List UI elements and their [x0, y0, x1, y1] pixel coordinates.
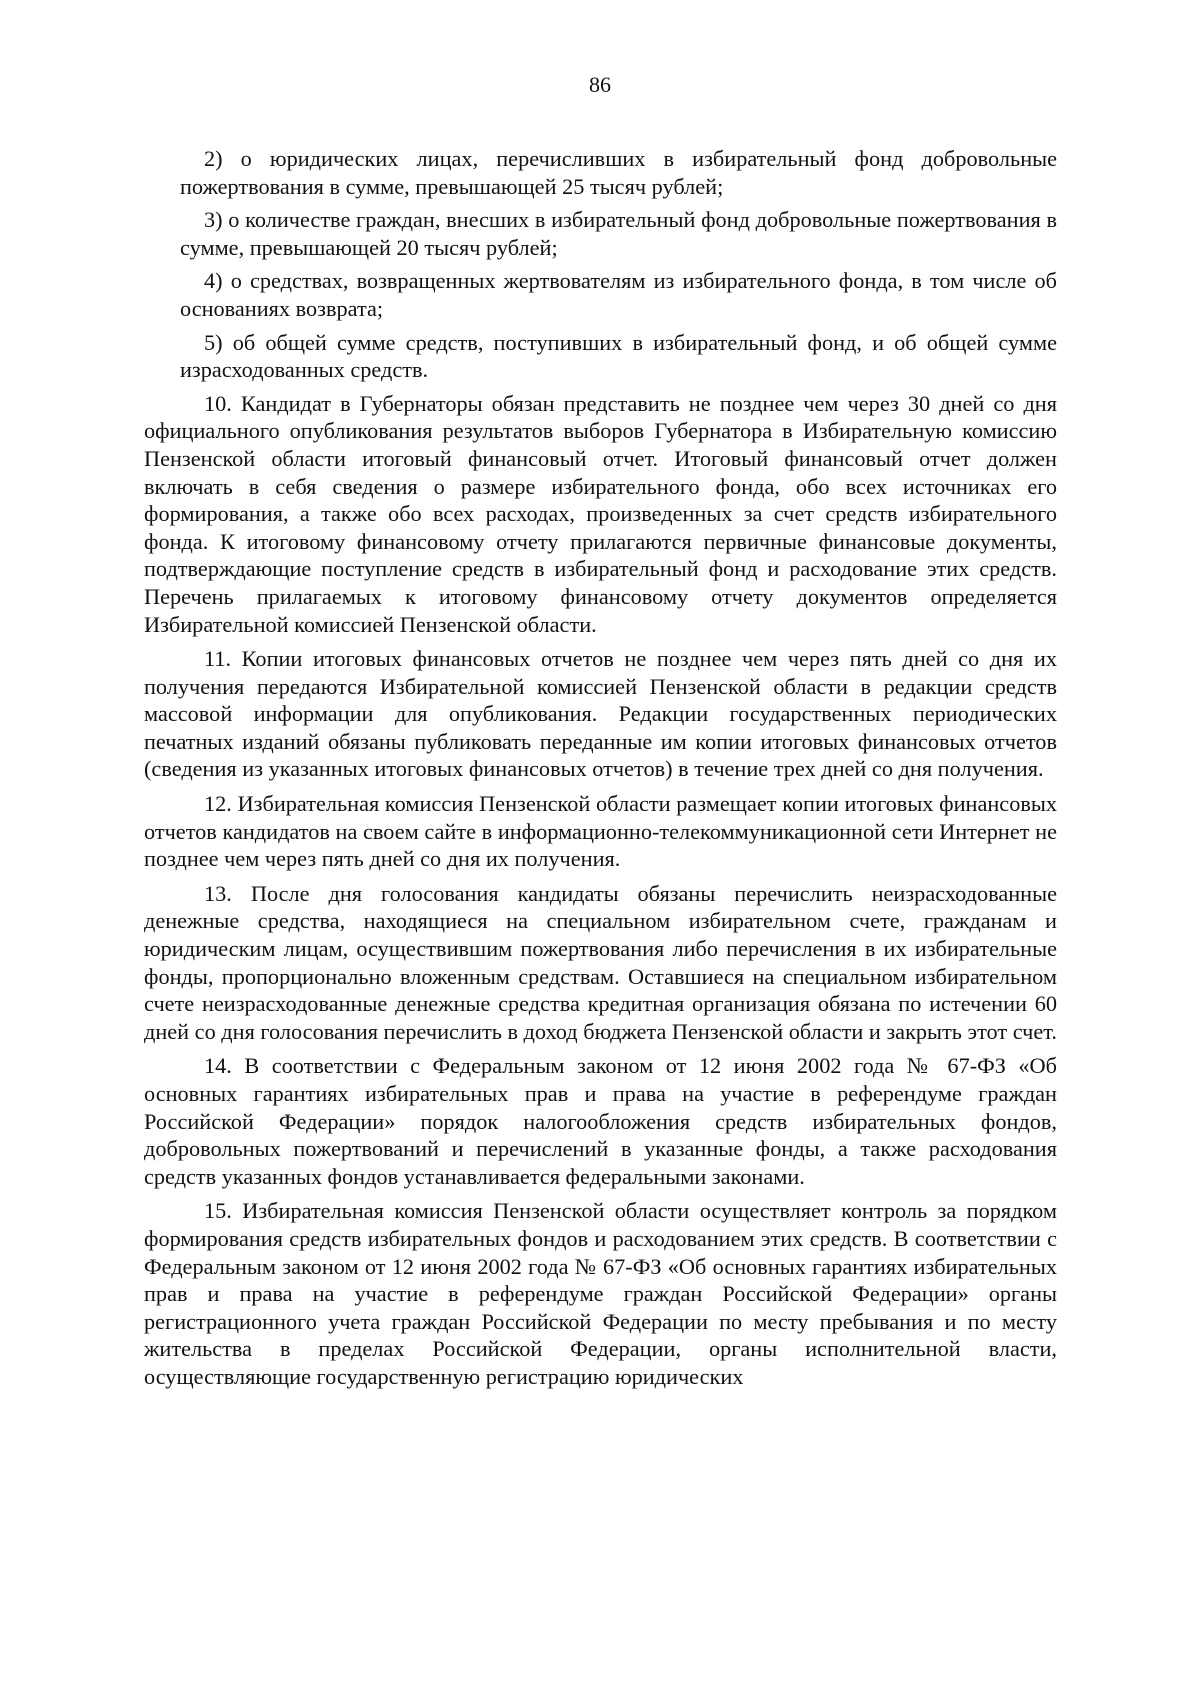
paragraph-11: 11. Копии итоговых финансовых отчетов не позднее чем через пять дней со дня их получения передаются Избирательной комиссией Пензенской области в редакции средств массовой информации для опубликования. Редакции государственных периодических печатных изданий обязаны публиковать переданные им копии итоговых финансовых отчетов (сведения из указанных итоговых финансовых отчетов) в течение трех дней со дня получения. [144, 646, 1057, 782]
paragraph-14: 14. В соответствии с Федеральным законом от 12 июня 2002 года № 67-ФЗ «Об основных гарантиях избирательных прав и права на участие в референдуме граждан Российской Федерации» порядок налогообложения средств избирательных фондов, добровольных пожертвований и перечислений в указанные фонды, а также расходования средств указанных фондов устанавливается федеральными законами. [144, 1053, 1057, 1189]
list-item: 2) о юридических лицах, перечисливших в избирательный фонд добровольные пожертвования в сумме, превышающей 25 тысяч рублей; [180, 146, 1057, 199]
page-number: 86 [589, 72, 611, 97]
paragraph-13: 13. После дня голосования кандидаты обязаны перечислить неизрасходованные денежные средства, находящиеся на специальном избирательном счете, гражданам и юридическим лицам, осуществившим пожертвования либо перечисления в их избирательные фонды, пропорционально вложенным средствам. Оставшиеся на специальном избирательном счете неизрасходованные денежные средства кредитная организация обязана по истечении 60 дней со дня голосования перечислить в доход бюджета Пензенской области и закрыть этот счет. [144, 880, 1057, 1044]
paragraph-10: 10. Кандидат в Губернаторы обязан представить не позднее чем через 30 дней со дня официального опубликования результатов выборов Губернатора в Избирательную комиссию Пензенской области итоговый финансовый отчет. Итоговый финансовый отчет должен включать в себя сведения о размере избирательного фонда, обо всех источниках его формирования, а также обо всех расходах, произведенных за счет средств избирательного фонда. К итоговому финансовому отчету прилагаются первичные финансовые документы, подтверждающие поступление средств в избирательный фонд и расходование этих средств. Перечень прилагаемых к итоговому финансовому отчету документов определяется Избирательной комиссией Пензенской области. [144, 390, 1057, 637]
list-item: 5) об общей сумме средств, поступивших в избирательный фонд, и об общей сумме израсходованных средств. [180, 329, 1057, 383]
paragraph-12: 12. Избирательная комиссия Пензенской области размещает копии итоговых финансовых отчетов кандидатов на своем сайте в информационно-телекоммуникационной сети Интернет не позднее чем через пять дней со дня их получения. [144, 791, 1057, 872]
list-block [144, 145, 1057, 384]
list-item: 3) о количестве граждан, внесших в избирательный фонд добровольные пожертвования в сумме, превышающей 20 тысяч рублей; [180, 207, 1057, 260]
document-body [144, 145, 1057, 1398]
list-item: 4) о средствах, возвращенных жертвователям из избирательного фонда, в том числе об основаниях возврата; [180, 268, 1057, 321]
paragraph-15: 15. Избирательная комиссия Пензенской области осуществляет контроль за порядком формирования средств избирательных фондов и расходованием этих средств. В соответствии с Федеральным законом от 12 июня 2002 года № 67-ФЗ «Об основных гарантиях избирательных прав и права на участие в референдуме граждан Российской Федерации» органы регистрационного учета граждан Российской Федерации по месту пребывания и по месту жительства в пределах Российской Федерации, органы исполнительной власти, осуществляющие государственную регистрацию юридических [144, 1198, 1057, 1389]
